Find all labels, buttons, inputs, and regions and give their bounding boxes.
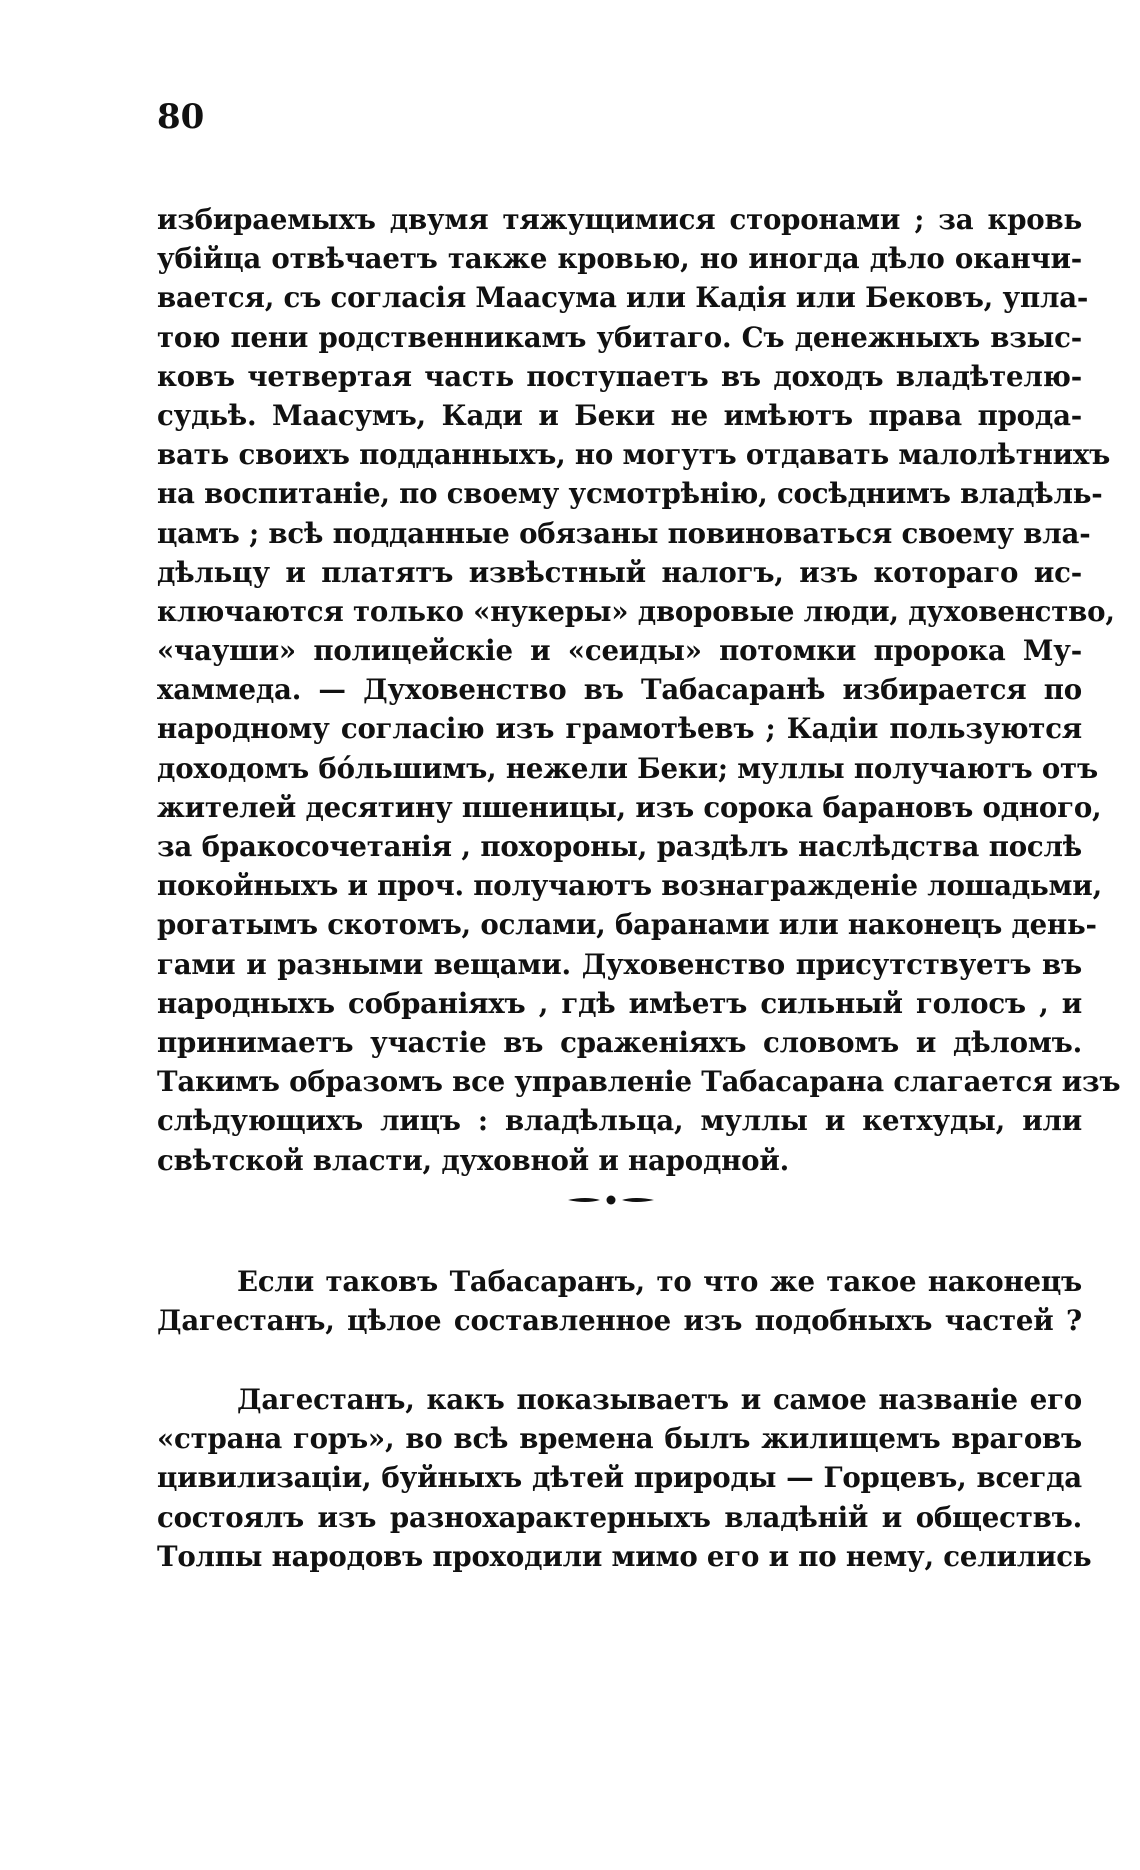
text-line: убійца отвѣчаетъ также кровью, но иногда дѣло оканчи- — [157, 242, 1082, 276]
text-line: слѣдующихъ лицъ : владѣльца, муллы и кетхуды, или — [157, 1104, 1082, 1138]
text-line: покойныхъ и проч. получаютъ вознагражденіе лошадьми, — [157, 869, 1102, 903]
text-line: Такимъ образомъ все управленіе Табасарана слагается изъ — [157, 1065, 1121, 1099]
page-number: 80 — [157, 97, 205, 137]
text-line: избираемыхъ двумя тяжущимися сторонами ; за кровь — [157, 203, 1082, 236]
text-line: народныхъ собраніяхъ , гдѣ имѣетъ сильный голосъ , и — [157, 986, 1082, 1020]
text-line: Дагестанъ, какъ показываетъ и самое названіе его — [237, 1383, 1082, 1416]
text-line: рогатымъ скотомъ, ослами, баранами или наконецъ день- — [157, 908, 1097, 942]
text-line: свѣтской власти, духовной и народной. — [157, 1143, 790, 1177]
text-line: на воспитаніе, по своему усмотрѣнію, сосѣднимъ владѣль- — [157, 477, 1103, 511]
text-line: Дагестанъ, цѣлое составленное изъ подобныхъ частей ? — [157, 1304, 1082, 1338]
text-line: тою пени родственникамъ убитаго. Съ денежныхъ взыс- — [157, 320, 1082, 354]
text-line: цамъ ; всѣ подданные обязаны повиноваться своему вла- — [157, 516, 1091, 550]
text-line: ключаются только «нукеры» дворовые люди, духовенство, — [157, 594, 1115, 628]
paragraph-3 — [157, 1380, 1092, 1576]
text-line: «страна горъ», во всѣ времена былъ жилищемъ враговъ — [157, 1422, 1082, 1456]
text-line: судьѣ. Маасумъ, Кади и Беки не имѣютъ права прода- — [157, 398, 1082, 432]
text-line: вать своихъ подданныхъ, но могутъ отдавать малолѣтнихъ — [157, 438, 1111, 472]
section-divider-ornament — [566, 1194, 656, 1206]
text-line: народному согласію изъ грамотѣевъ ; Кадіи пользуются — [157, 712, 1082, 746]
text-line: ковъ четвертая часть поступаетъ въ доходъ владѣтелю- — [157, 359, 1082, 393]
text-line: вается, съ согласія Маасума или Кадія или Бековъ, упла- — [157, 281, 1089, 315]
paragraph-2 — [157, 1262, 1082, 1340]
text-line: «чауши» полицейскіе и «сеиды» потомки пророка Му- — [157, 634, 1082, 668]
text-line: состоялъ изъ разнохарактерныхъ владѣній и обществъ. — [157, 1500, 1082, 1534]
text-line: Толпы народовъ проходили мимо его и по нему, селились — [157, 1539, 1092, 1573]
text-line: гами и разными вещами. Духовенство присутствуетъ въ — [157, 947, 1082, 981]
text-line: цивилизаціи, буйныхъ дѣтей природы — Горцевъ, всегда — [157, 1461, 1082, 1495]
paragraph-1 — [157, 200, 1121, 1180]
text-line: хаммеда. — Духовенство въ Табасаранѣ избирается по — [157, 673, 1082, 707]
text-line: жителей десятину пшеницы, изъ сорока барановъ одного, — [157, 790, 1102, 824]
text-line: Если таковъ Табасаранъ, то что же такое наконецъ — [237, 1265, 1082, 1298]
text-line: за бракосочетанія , похороны, раздѣлъ наслѣдства послѣ — [157, 830, 1082, 863]
text-line: доходомъ бо́льшимъ, нежели Беки; муллы получаютъ отъ — [157, 751, 1098, 785]
text-line: принимаетъ участіе въ сраженіяхъ словомъ и дѣломъ. — [157, 1025, 1082, 1059]
text-line: дѣльцу и платятъ извѣстный налогъ, изъ котораго ис- — [157, 555, 1082, 589]
